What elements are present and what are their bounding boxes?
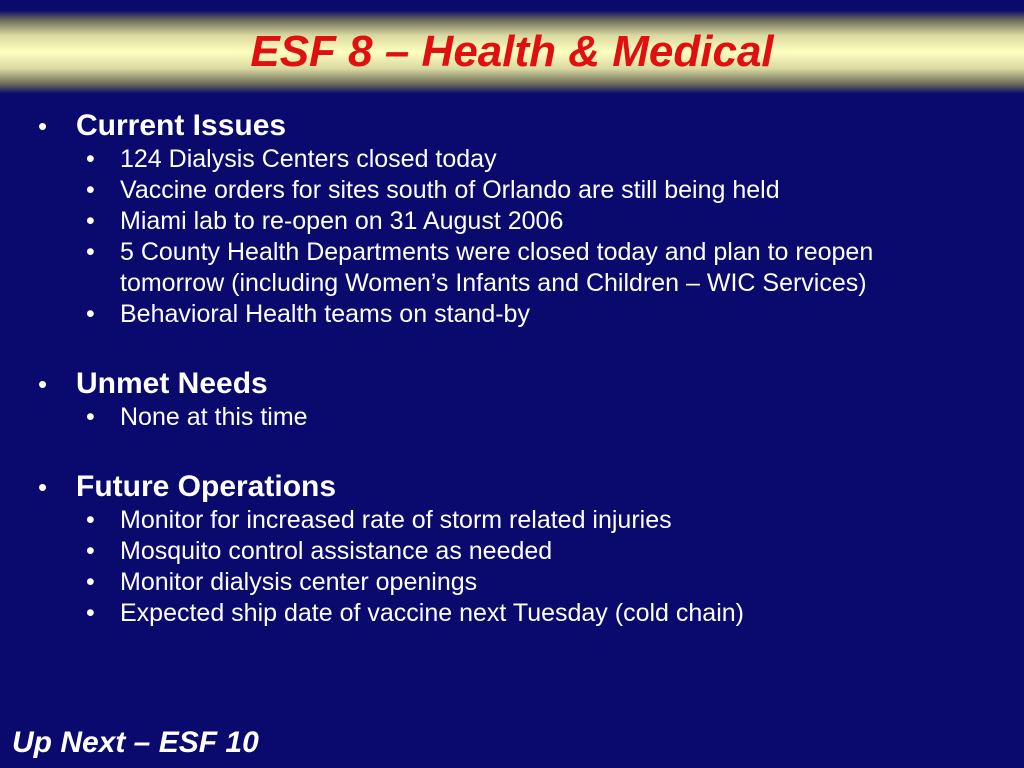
bullet-icon: • <box>86 403 95 431</box>
list-item <box>0 505 1024 536</box>
list-item-text: Expected ship date of vaccine next Tuesday (cold chain) <box>120 599 744 627</box>
list-item <box>0 402 1024 433</box>
list-item-text: 124 Dialysis Centers closed today <box>120 145 497 173</box>
bullet-icon: • <box>38 472 48 502</box>
section-heading <box>0 366 1024 402</box>
bullet-icon: • <box>86 145 95 173</box>
list-item-text: Monitor for increased rate of storm related injuries <box>120 506 672 534</box>
bullet-icon: • <box>38 369 48 399</box>
needs-list <box>0 402 1024 433</box>
section-current-issues <box>0 108 1024 330</box>
section-future-operations <box>0 469 1024 629</box>
list-item-text: Vaccine orders for sites south of Orlando are still being held <box>120 176 780 204</box>
slide-title: ESF 8 – Health & Medical <box>250 27 774 76</box>
slide-content <box>0 108 1024 665</box>
section-heading-label: Future Operations <box>76 470 337 503</box>
list-item-text: Monitor dialysis center openings <box>120 568 478 596</box>
list-item <box>0 299 1024 330</box>
list-item <box>0 144 1024 175</box>
bullet-icon: • <box>86 176 95 204</box>
section-unmet-needs <box>0 366 1024 433</box>
list-item <box>0 206 1024 237</box>
list-item <box>0 237 1024 299</box>
bullet-icon: • <box>86 207 95 235</box>
list-item <box>0 175 1024 206</box>
section-heading <box>0 108 1024 144</box>
list-item <box>0 536 1024 567</box>
bullet-icon: • <box>86 300 95 328</box>
section-heading <box>0 469 1024 505</box>
section-heading-label: Unmet Needs <box>76 367 268 400</box>
list-item-text: None at this time <box>120 403 308 431</box>
bullet-icon: • <box>86 238 95 266</box>
section-heading-label: Current Issues <box>76 109 287 142</box>
list-item-text: Behavioral Health teams on stand-by <box>120 300 530 328</box>
bullet-icon: • <box>86 599 95 627</box>
list-item-text: 5 County Health Departments were closed today and plan to reopen tomorrow (including Women’s Infants and Children – WIC Services) <box>120 238 874 297</box>
bullet-icon: • <box>86 568 95 596</box>
list-item-text: Mosquito control assistance as needed <box>120 537 553 565</box>
bullet-icon: • <box>86 506 95 534</box>
list-item <box>0 567 1024 598</box>
issue-list <box>0 144 1024 330</box>
bullet-icon: • <box>86 537 95 565</box>
up-next-footer: Up Next – ESF 10 <box>12 726 259 759</box>
operations-list <box>0 505 1024 629</box>
bullet-icon: • <box>38 111 48 141</box>
list-item-text: Miami lab to re-open on 31 August 2006 <box>120 207 564 235</box>
list-item <box>0 598 1024 629</box>
